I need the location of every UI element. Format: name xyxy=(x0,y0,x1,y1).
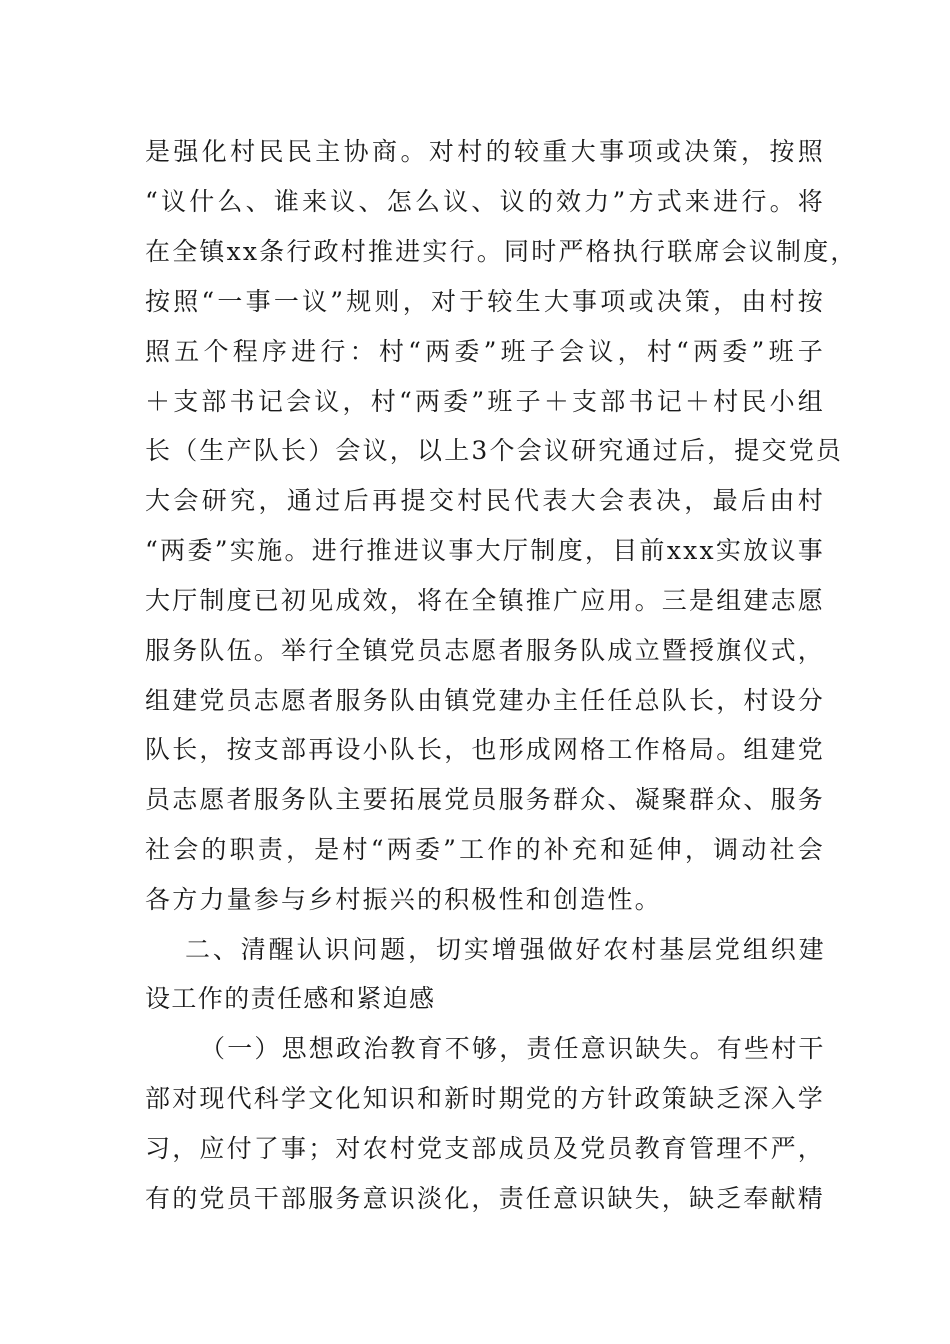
paragraph-1-line-13: 队长，按支部再设小队长，也形成网格工作格局。组建党 xyxy=(145,735,826,764)
paragraph-2-line-4: 有的党员干部服务意识淡化，责任意识缺失，缺乏奉献精 xyxy=(145,1184,826,1213)
paragraph-1-line-16: 各方力量参与乡村振兴的积极性和创造性。 xyxy=(145,885,662,914)
paragraph-1-line-8: 大会研究，通过后再提交村民代表大会表决，最后由村 xyxy=(145,486,825,515)
paragraph-1-line-4: 按照“一事一议”规则，对于较生大事项或决策，由村按 xyxy=(145,287,825,316)
paragraph-1-line-14: 员志愿者服务队主要拓展党员服务群众、凝聚群众、服务 xyxy=(145,785,826,814)
paragraph-1-line-7: 长（生产队长）会议，以上3个会议研究通过后，提交党员 xyxy=(145,436,844,465)
paragraph-1-line-10: 大厅制度已初见成效，将在全镇推广应用。三是组建志愿 xyxy=(145,586,826,615)
paragraph-1-line-3: 在全镇xx条行政村推进实行。同时严格执行联席会议制度， xyxy=(145,237,858,266)
paragraph-1-line-9: “两委”实施。进行推进议事大厅制度，目前xxx实放议事 xyxy=(145,536,825,565)
paragraph-1-line-15: 社会的职责，是村“两委”工作的补充和延伸，调动社会 xyxy=(145,835,825,864)
paragraph-2-line-3: 习，应付了事；对农村党支部成员及党员教育管理不严， xyxy=(145,1134,826,1163)
paragraph-2-line-2: 部对现代科学文化知识和新时期党的方针政策缺乏深入学 xyxy=(145,1084,826,1113)
paragraph-1-line-11: 服务队伍。举行全镇党员志愿者服务队成立暨授旗仪式， xyxy=(145,636,826,665)
paragraph-1-line-2: “议什么、谁来议、怎么议、议的效力”方式来进行。将 xyxy=(145,187,825,216)
section-heading-line-2: 设工作的责任感和紧迫感 xyxy=(145,984,436,1013)
paragraph-2-line-1: （一）思想政治教育不够，责任意识缺失。有些村干 xyxy=(200,1034,826,1063)
paragraph-1-line-1: 是强化村民民主协商。对村的较重大事项或决策，按照 xyxy=(145,137,825,166)
paragraph-1-line-12: 组建党员志愿者服务队由镇党建办主任任总队长，村设分 xyxy=(145,686,826,715)
paragraph-1-line-5: 照五个程序进行：村“两委”班子会议，村“两委”班子 xyxy=(145,337,825,366)
paragraph-1-line-6: ＋支部书记会议，村“两委”班子＋支部书记＋村民小组 xyxy=(145,387,825,416)
section-heading-line-1: 二、清醒认识问题，切实增强做好农村基层党组织建 xyxy=(185,935,825,964)
